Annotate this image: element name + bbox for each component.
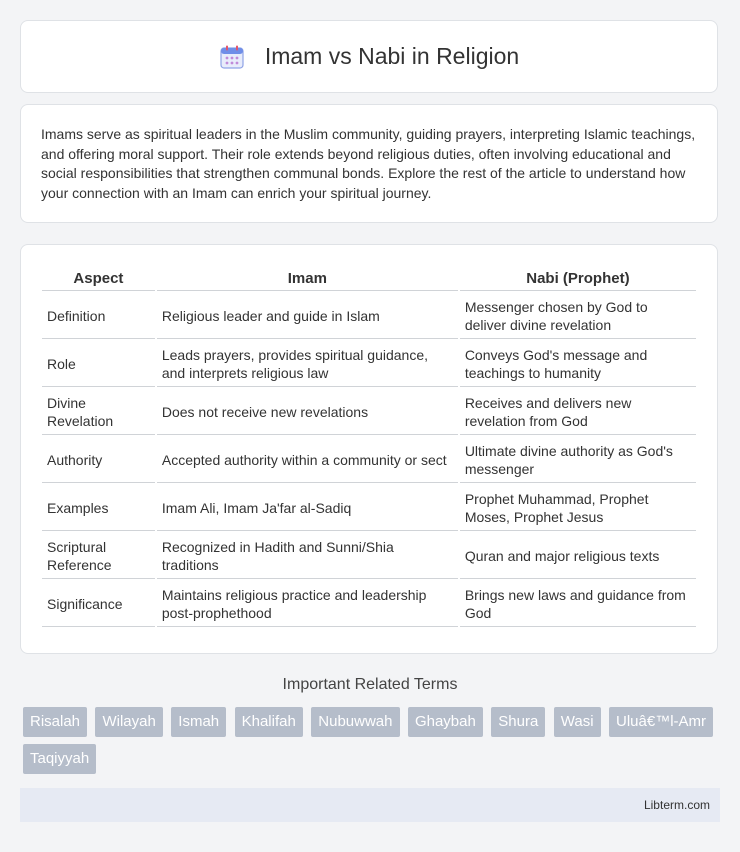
imam-cell: Maintains religious practice and leadership post-prophethood [157,581,458,627]
intro-text: Imams serve as spiritual leaders in the Muslim community, guiding prayers, interpreting Islamic teachings, and offering moral support. Their role extends beyond religious duties, often involving educational and social responsibilities that strengthen communal bonds. Explore the rest of the article to understand how your connection with an Imam can enrich your spiritual journey. [41,126,696,201]
tag-risalah[interactable]: Risalah [23,707,87,737]
nabi-cell: Receives and delivers new revelation from God [460,389,696,435]
footer [20,788,720,822]
table-row [42,293,696,339]
table-row [42,485,696,531]
table-row [42,533,696,579]
tag-wilayah[interactable]: Wilayah [95,707,162,737]
table-header-row [42,266,696,291]
imam-cell: Accepted authority within a community or sect [157,437,458,483]
nabi-cell: Prophet Muhammad, Prophet Moses, Prophet Jesus [460,485,696,531]
tag-ulul-amr[interactable]: Uluâ€™l-Amr [609,707,713,737]
header-imam: Imam [157,266,458,291]
nabi-cell: Brings new laws and guidance from God [460,581,696,627]
tag-nubuwwah[interactable]: Nubuwwah [311,707,399,737]
tag-taqiyyah[interactable]: Taqiyyah [23,744,96,774]
tag-ghaybah[interactable]: Ghaybah [408,707,483,737]
table-row [42,437,696,483]
comparison-table [40,264,698,629]
table-row [42,389,696,435]
imam-cell: Leads prayers, provides spiritual guidance, and interprets religious law [157,341,458,387]
page-title: Imam vs Nabi in Religion [264,43,520,69]
tag-shura[interactable]: Shura [491,707,545,737]
aspect-cell: Role [42,341,155,387]
aspect-cell: Definition [42,293,155,339]
nabi-cell: Ultimate divine authority as God's messenger [460,437,696,483]
footer-site-link[interactable]: Libterm.com [643,798,710,812]
header-nabi: Nabi (Prophet) [460,266,696,291]
imam-cell: Does not receive new revelations [157,389,458,435]
tag-ismah[interactable]: Ismah [171,707,226,737]
calendar-icon [219,44,245,70]
imam-cell: Imam Ali, Imam Ja'far al-Sadiq [157,485,458,531]
aspect-cell: Divine Revelation [42,389,155,435]
related-terms-title: Important Related Terms [282,676,458,693]
header-aspect: Aspect [42,266,155,291]
tag-wasi[interactable]: Wasi [554,707,601,737]
aspect-cell: Authority [42,437,155,483]
related-terms-tags [23,707,723,781]
aspect-cell: Significance [42,581,155,627]
tag-khalifah[interactable]: Khalifah [235,707,303,737]
title-card [20,20,718,93]
aspect-cell: Scriptural Reference [42,533,155,579]
aspect-cell: Examples [42,485,155,531]
intro-card [20,104,718,223]
table-row [42,581,696,627]
nabi-cell: Quran and major religious texts [460,533,696,579]
imam-cell: Religious leader and guide in Islam [157,293,458,339]
imam-cell: Recognized in Hadith and Sunni/Shia traditions [157,533,458,579]
nabi-cell: Messenger chosen by God to deliver divine revelation [460,293,696,339]
table-row [42,341,696,387]
nabi-cell: Conveys God's message and teachings to humanity [460,341,696,387]
comparison-table-card [20,244,718,654]
